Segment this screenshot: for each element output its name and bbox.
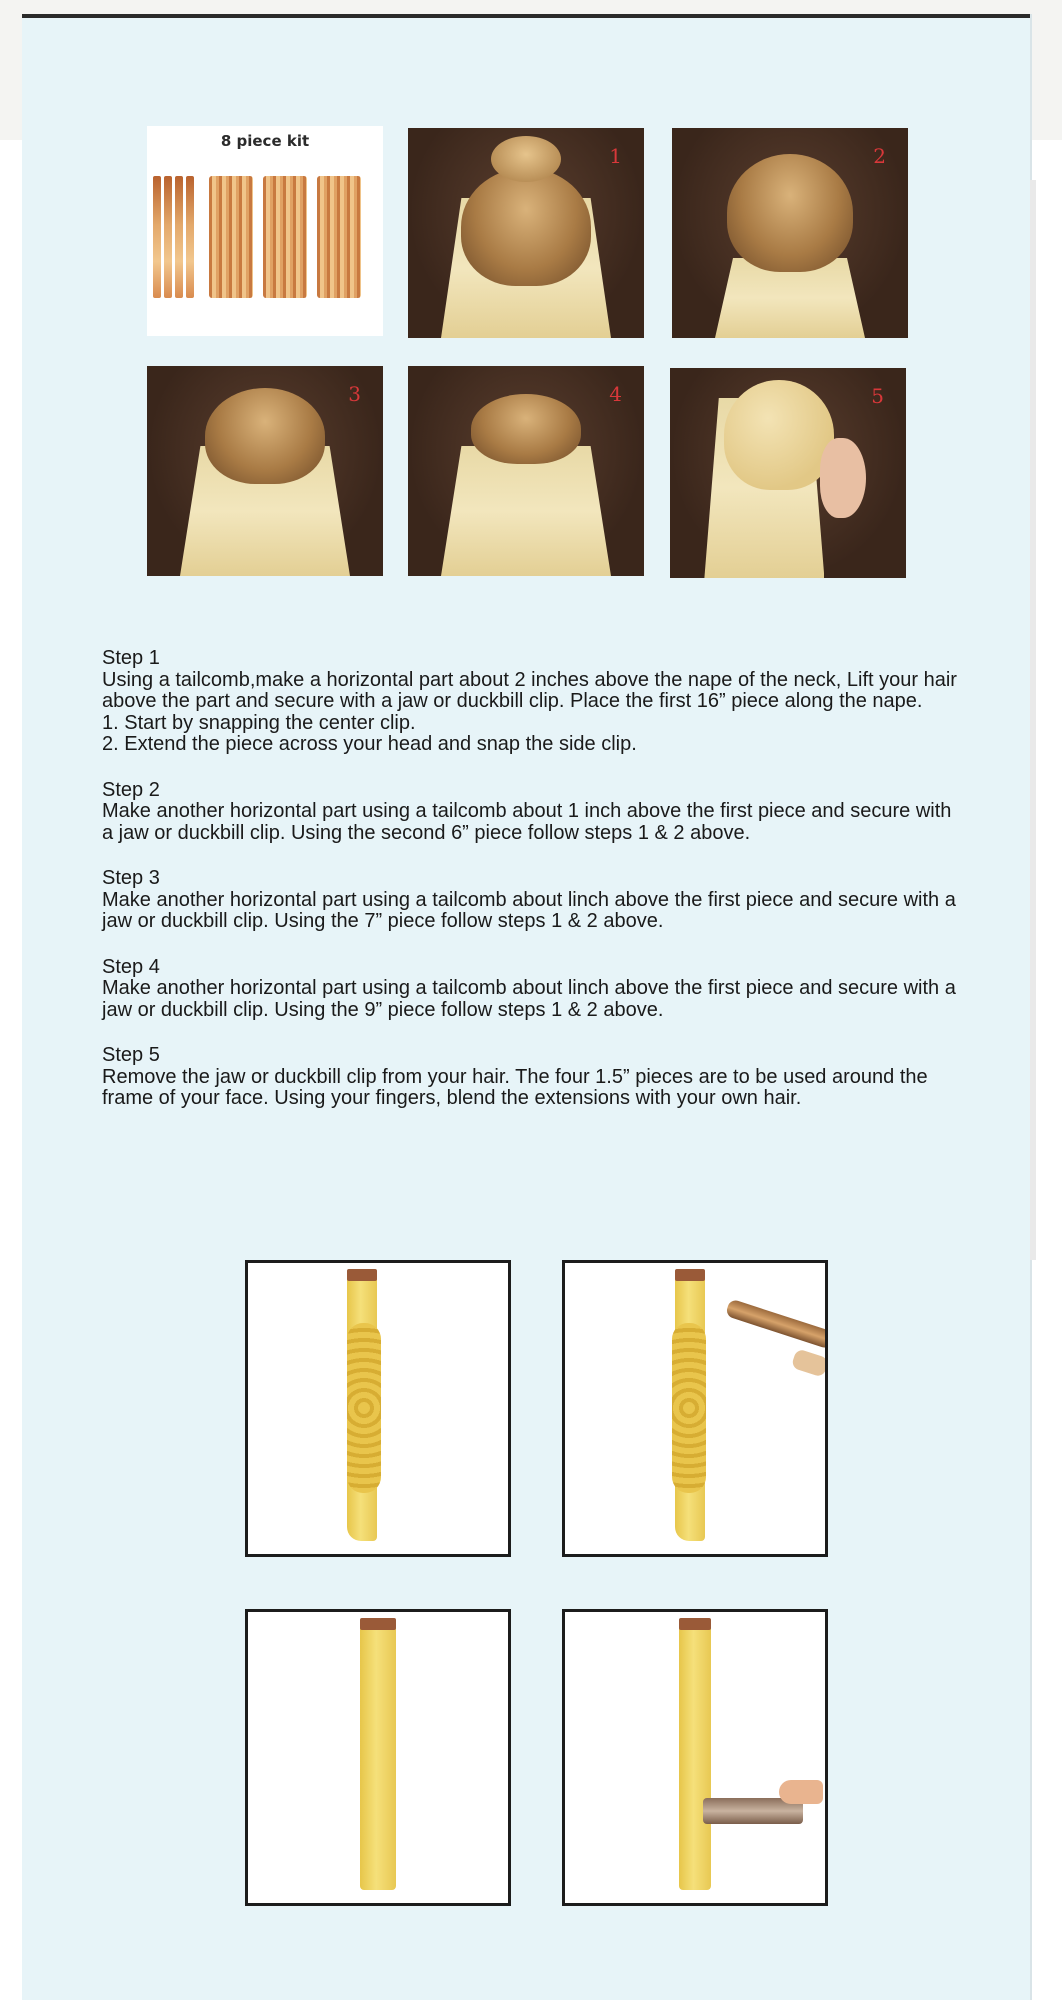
sheet-edge — [1030, 180, 1036, 1260]
step-2 — [102, 780, 962, 845]
extension-straight-photo — [245, 1609, 511, 1906]
kit-image — [147, 126, 383, 336]
step-title: Step 3 — [102, 867, 160, 889]
step-body: Remove the jaw or duckbill clip from your hair. The four 1.5” pieces are to be used around the frame of your face. Using your fingers, blend the extensions with your own hair. — [102, 1065, 928, 1109]
step-title: Step 1 — [102, 647, 160, 669]
kit-piece-c — [317, 176, 361, 298]
extension-curling-iron-photo — [562, 1260, 828, 1557]
extension-curled-photo — [245, 1260, 511, 1557]
step-title: Step 4 — [102, 955, 160, 978]
kit-piece-b — [263, 176, 307, 298]
photo-number: 5 — [871, 384, 884, 408]
step-body: Make another horizontal part using a tailcomb about linch above the first piece and secure with a jaw or duckbill clip. Using the 9” piece follow steps 1 & 2 above. — [102, 977, 956, 1021]
step-photo-3 — [147, 366, 383, 576]
kit-thin-pieces — [153, 176, 194, 298]
photo-number: 2 — [873, 144, 886, 168]
step-1 — [102, 648, 962, 756]
photo-number: 1 — [609, 144, 622, 168]
step-5 — [102, 1045, 962, 1110]
step-photo-4 — [408, 366, 644, 576]
step-body: Using a tailcomb,make a horizontal part about 2 inches above the nape of the neck, Lift your hair above the part and secure with a jaw or duckbill clip. Place the first 16” piece along the nape. 1. Start by snapping the center clip. 2. Extend the piece across your head and snap the side clip. — [102, 668, 957, 755]
step-body: Make another horizontal part using a tailcomb about linch above the first piece and secure with a jaw or duckbill clip. Using the 7” piece follow steps 1 & 2 above. — [102, 888, 956, 932]
step-title: Step 2 — [102, 778, 160, 801]
kit-piece-a — [209, 176, 253, 298]
extension-flat-iron-photo — [562, 1609, 828, 1906]
step-photo-2 — [672, 128, 908, 338]
photo-number: 4 — [609, 382, 622, 406]
step-4 — [102, 957, 962, 1022]
photo-number: 3 — [348, 382, 361, 406]
kit-title: 8 piece kit — [220, 132, 310, 150]
step-photo-5 — [670, 368, 906, 578]
step-photo-1 — [408, 128, 644, 338]
step-title: Step 5 — [102, 1044, 160, 1066]
step-body: Make another horizontal part using a tailcomb about 1 inch above the first piece and secure with a jaw or duckbill clip. Using the second 6” piece follow steps 1 & 2 above. — [102, 800, 952, 844]
step-3 — [102, 868, 962, 933]
steps-text — [102, 648, 962, 1134]
